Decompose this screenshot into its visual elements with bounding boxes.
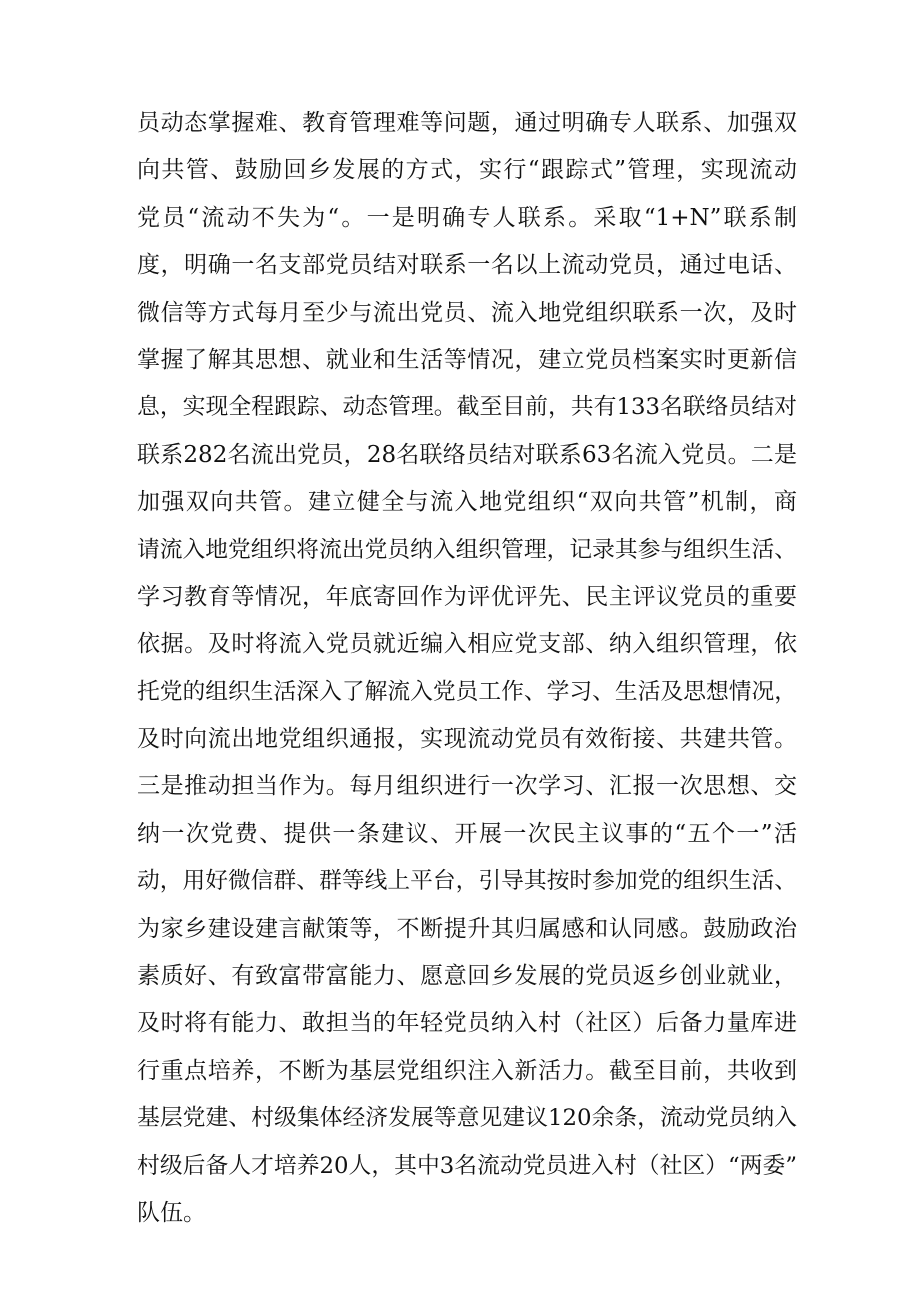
text-line: 素质好、有致富带富能力、愿意回乡发展的党员返乡创业就业， <box>137 963 797 990</box>
text-line: 依据。及时将流入党员就近编入相应党支部、纳入组织管理，依 <box>137 631 797 658</box>
text-line: 向共管、鼓励回乡发展的方式，实行“跟踪式”管理，实现流动 <box>137 157 797 184</box>
text-line: 村级后备人才培养20人，其中3名流动党员进入村（社区）“两委” <box>137 1152 797 1179</box>
text-line: 及时将有能力、敢担当的年轻党员纳入村（社区）后备力量库进 <box>137 1010 797 1037</box>
text-line: 联系282名流出党员，28名联络员结对联系63名流入党员。二是 <box>137 441 797 468</box>
text-line: 行重点培养，不断为基层党组织注入新活力。截至目前，共收到 <box>137 1057 797 1084</box>
body-paragraph <box>137 100 797 1237</box>
text-line: 纳一次党费、提供一条建议、开展一次民主议事的“五个一”活 <box>137 820 797 847</box>
text-line: 加强双向共管。建立健全与流入地党组织“双向共管”机制，商 <box>137 489 797 516</box>
text-line: 学习教育等情况，年底寄回作为评优评先、民主评议党员的重要 <box>137 583 797 610</box>
text-line: 度，明确一名支部党员结对联系一名以上流动党员，通过电话、 <box>137 252 797 279</box>
text-line: 队伍。 <box>137 1199 206 1226</box>
text-line: 息，实现全程跟踪、动态管理。截至目前，共有133名联络员结对 <box>137 394 797 421</box>
text-line: 请流入地党组织将流出党员纳入组织管理，记录其参与组织生活、 <box>137 536 797 563</box>
text-line: 基层党建、村级集体经济发展等意见建议120余条，流动党员纳入 <box>137 1105 797 1132</box>
text-line: 微信等方式每月至少与流出党员、流入地党组织联系一次，及时 <box>137 299 797 326</box>
text-line: 掌握了解其思想、就业和生活等情况，建立党员档案实时更新信 <box>137 346 797 373</box>
text-line: 为家乡建设建言献策等，不断提升其归属感和认同感。鼓励政治 <box>137 915 797 942</box>
text-line: 托党的组织生活深入了解流入党员工作、学习、生活及思想情况， <box>137 678 797 705</box>
text-line: 党员“流动不失为“。一是明确专人联系。采取“1+N”联系制 <box>137 204 797 231</box>
text-line: 三是推动担当作为。每月组织进行一次学习、汇报一次思想、交 <box>137 773 797 800</box>
text-line: 员动态掌握难、教育管理难等问题，通过明确专人联系、加强双 <box>137 110 797 136</box>
text-line: 及时向流出地党组织通报，实现流动党员有效衔接、共建共管。 <box>137 726 797 753</box>
text-line: 动，用好微信群、群等线上平台，引导其按时参加党的组织生活、 <box>137 868 797 895</box>
